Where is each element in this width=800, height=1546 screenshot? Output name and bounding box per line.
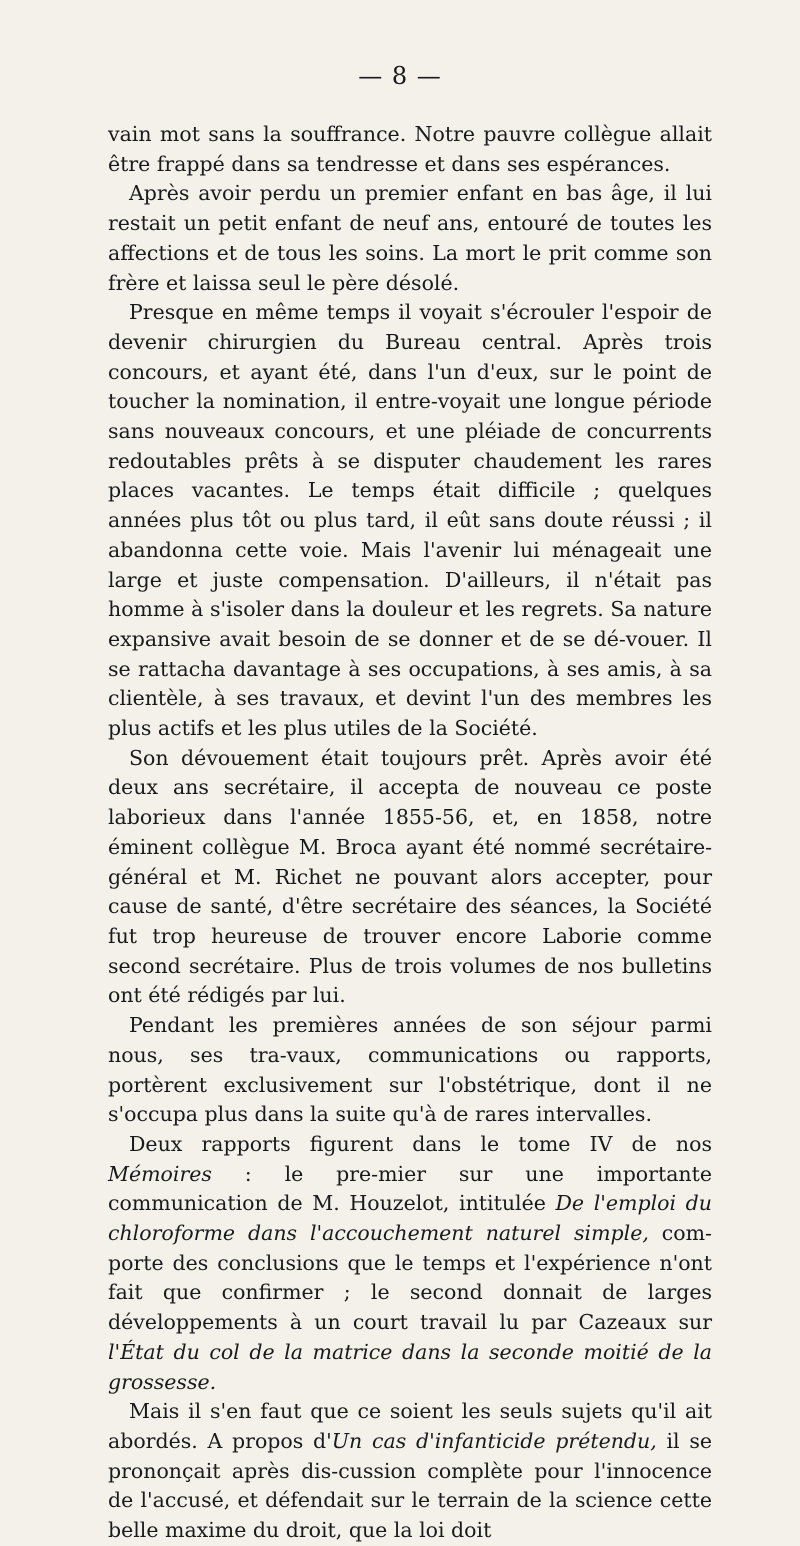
text-run: Mais il s'en faut que ce soient les seuls sujets qu'il ait abordés. A propos d' (108, 1399, 712, 1453)
text-run: Presque en même temps il voyait s'écrouler l'espoir de devenir chirurgien du Bureau central. Après trois concours, et ayant été, dans l'un d'eux, sur le point de toucher la nomination, il entre-voyait une longue période sans nouveaux concours, et une pléiade de concurrents redoutables prêts à se disputer chaudement les rares places vacantes. Le temps était difficile ; quelques années plus tôt ou plus tard, il eût sans doute réussi ; il abandonna cette voie. Mais l'avenir lui ménageait une large et juste compensation. D'ailleurs, il n'était pas homme à s'isoler dans la douleur et les regrets. Sa nature expansive avait besoin de se donner et de se dé-vouer. Il se rattacha davantage à ses occupations, à ses amis, à sa clientèle, à ses travaux, et devint l'un des membres les plus actifs et les plus utiles de la Société. (108, 300, 712, 741)
italic-title: l'État du col de la matrice dans la seconde moitié de la grossesse. (108, 1339, 712, 1394)
text-run: Deux rapports figurent dans le tome IV de nos (129, 1131, 712, 1156)
page-number: — 8 — (358, 62, 442, 90)
italic-title: Un cas d'infanticide prétendu, (331, 1428, 657, 1453)
paragraph (108, 1011, 712, 1130)
paragraph (108, 120, 712, 179)
text-run: Après avoir perdu un premier enfant en bas âge, il lui restait un petit enfant de neuf ans, entouré de toutes les affections et de tous les soins. La mort le prit comme son frère et laissa seul le père désolé. (108, 181, 712, 295)
text-run: : le pre-mier sur une importante communication de M. Houzelot, intitulée (108, 1161, 712, 1216)
paragraph (108, 179, 712, 298)
paragraph (108, 744, 712, 1011)
text-run: vain mot sans la souffrance. Notre pauvre collègue allait être frappé dans sa tendresse et dans ses espérances. (108, 122, 712, 176)
text-run: Pendant les premières années de son séjour parmi nous, ses tra-vaux, communications ou rapports, portèrent exclusivement sur l'obstétrique, dont il ne s'occupa plus dans la suite qu'à de rares intervalles. (108, 1013, 712, 1127)
text-run: com-porte des conclusions que le temps et l'expérience n'ont fait que confirmer ; le second donnait de larges développements à un court travail lu par Cazeaux sur (108, 1221, 712, 1335)
italic-title: De l'emploi du chloroforme dans l'accouchement naturel simple, (108, 1191, 712, 1246)
paragraph (108, 298, 712, 744)
italic-title: Mémoires (108, 1161, 212, 1186)
text-run: Son dévouement était toujours prêt. Après avoir été deux ans secrétaire, il accepta de nouveau ce poste laborieux dans l'année 1855-56, et, en 1858, notre éminent collègue M. Broca ayant été nommé secrétaire-général et M. Richet ne pouvant alors accepter, pour cause de santé, d'être secrétaire des séances, la Société fut trop heureuse de trouver encore Laborie comme second secrétaire. Plus de trois volumes de nos bulletins ont été rédigés par lui. (108, 745, 712, 1008)
paragraph (108, 1130, 712, 1397)
body-text (108, 120, 712, 1546)
paragraph (108, 1397, 712, 1546)
text-run: il se prononçait après dis-cussion complète pour l'innocence de l'accusé, et défendait sur le terrain de la science cette belle maxime du droit, que la loi doit (108, 1428, 712, 1543)
